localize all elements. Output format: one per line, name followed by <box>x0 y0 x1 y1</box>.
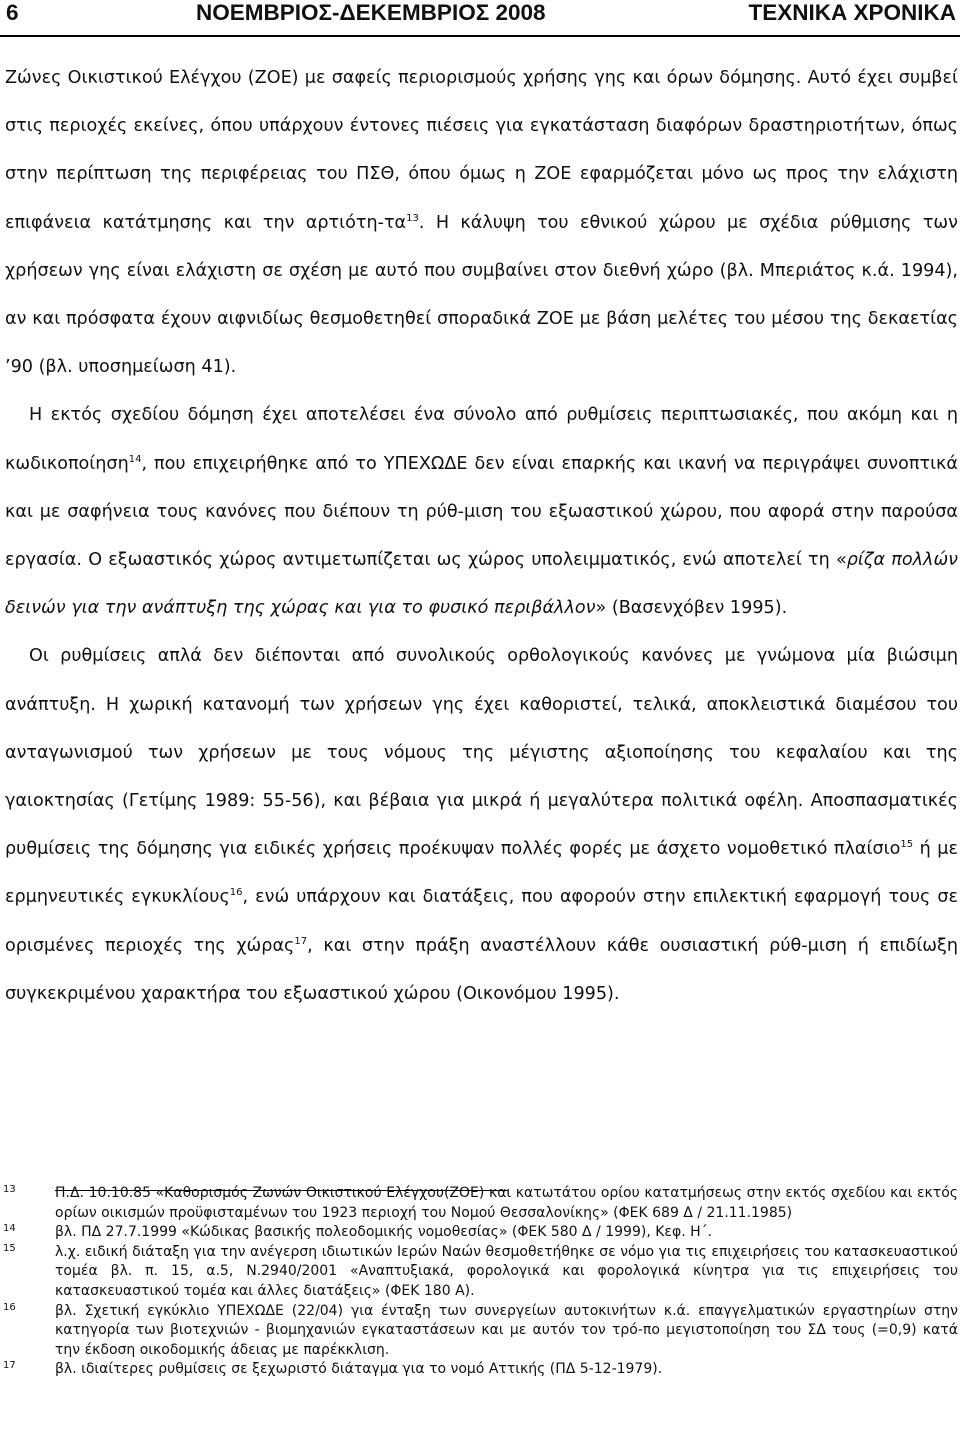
paragraph-3 <box>5 632 958 1018</box>
footnote-ref-17: 17 <box>294 935 308 947</box>
paragraph-2 <box>5 391 958 632</box>
text-run: Οι ρυθμίσεις απλά δεν διέπονται από συνολικούς ορθολογικούς κανόνες με γνώμονα μία βιώσιμη ανάπτυξη. Η χωρική κατανομή των χρήσεων γης έχει καθοριστεί, τελικά, αποκλειστικά διαμέσου του ανταγωνισμού των χρήσεων με τους νόμους της μέγιστης αξιοποίησης του κεφαλαίου και της γαιοκτησίας (Γετίμης 1989: 55-56), και βέβαια για μικρά ή μεγαλύτερα πολιτικά οφέλη. Αποσπασματικές ρυθμίσεις της δόμησης για ειδικές χρήσεις προέκυψαν πολλές φορές με άσχετο νομοθετικό πλαίσιο <box>5 646 958 860</box>
page-header <box>0 0 960 37</box>
paragraph-1 <box>5 54 958 391</box>
footnote-number: 15 <box>3 1242 16 1254</box>
footnote-number: 14 <box>3 1223 16 1235</box>
text-run: » (Βασενχόβεν 1995). <box>595 598 788 619</box>
footnote-ref-15: 15 <box>900 839 914 851</box>
footnotes <box>0 1178 958 1380</box>
journal-title: ΤΕΧΝΙΚΑ ΧΡΟΝΙΚΑ <box>748 0 956 25</box>
footnote-14 <box>0 1223 958 1243</box>
footnote-ref-13: 13 <box>406 212 419 224</box>
text-run: . Η κάλυψη του εθνικού χώρου με σχέδια ρύθμισης των χρήσεων γης είναι ελάχιστη σε σχέση με αυτό που συμβαίνει στον διεθνή χώρο (βλ. Μπεριάτος κ.ά. 1994), αν και πρόσφατα έχουν αιφνιδίως θεσμοθετηθεί σποραδικά ΖΟΕ με βάση μελέτες του μέσου της δεκαετίας ’90 (βλ. υποσημείωση 41). <box>5 212 958 378</box>
text-run: , ενώ υπάρχουν και διατάξεις, που αφορούν στην επιλεκτική εφαρμογή τους σε ορισμένες περιοχές της χώρας <box>5 887 959 956</box>
footnote-number: 17 <box>3 1360 16 1372</box>
footnote-ref-16: 16 <box>229 887 243 899</box>
issue-date: ΝΟΕΜΒΡΙΟΣ-ΔΕΚΕΜΒΡΙΟΣ 2008 <box>196 0 546 25</box>
text-run: Η εκτός σχεδίου δόμηση έχει αποτελέσει ένα σύνολο από ρυθμίσεις περιπτωσιακές, που ακόμη και η κωδικοποίηση <box>5 405 958 474</box>
footnote-13 <box>0 1184 958 1223</box>
text-run: , και στην πράξη αναστέλλουν κάθε ουσιαστική ρύθ-μιση ή επιδίωξη συγκεκριμένου χαρακτήρα του εξωαστικού χώρου (Οικονόμου 1995). <box>5 935 958 1004</box>
quote-italic: ρίζα πολλών δεινών για την ανάπτυξη της χώρας και για το φυσικό περιβάλλον <box>5 550 959 619</box>
footnote-ref-14: 14 <box>128 453 142 465</box>
text-run: Ζώνες Οικιστικού Ελέγχου (ΖΟΕ) με σαφείς περιορισμούς χρήσης γης και όρων δόμησης. Αυτό έχει συμβεί στις περιοχές εκείνες, όπου υπάρχουν έντονες πιέσεις για εγκατάσταση διαφόρων δραστηριοτήτων, όπως στην περίπτωση της περιφέρειας του ΠΣΘ, όπου όμως η ΖΟΕ εφαρμόζεται μόνο ως προς την ελάχιστη επιφάνεια κατάτμησης και την αρτιότη-τα <box>5 68 958 233</box>
article-body <box>5 54 958 1018</box>
footnote-text: βλ. ΠΔ 27.7.1999 «Κώδικας βασικής πολεοδομικής νομοθεσίας» (ΦΕΚ 580 Δ / 1999), Κεφ. Η΄. <box>55 1224 713 1241</box>
footnote-text: βλ. ιδιαίτερες ρυθμίσεις σε ξεχωριστό διάταγμα για το νομό Αττικής (ΠΔ 5-12-1979). <box>55 1361 663 1378</box>
footnote-16 <box>0 1302 958 1361</box>
footnote-text: βλ. Σχετική εγκύκλιο ΥΠΕΧΩΔΕ (22/04) για ένταξη των συνεργείων αυτοκινήτων κ.ά. επαγγελματικών εργαστηρίων στην κατηγορία των βιοτεχνιών - βιομηχανιών εγκαταστάσεων και με αυτόν τον τρό-πο μεγιστοποίηση του ΣΔ τους (=0,9) κατά την έκδοση οικοδομικής άδειας με παρέκκλιση. <box>55 1302 958 1358</box>
footnote-text: Π.Δ. 10.10.85 «Καθορισμός Ζωνών Οικιστικού Ελέγχου(ΖΟΕ) και κατωτάτου ορίου κατατμήσεως στην εκτός σχεδίου και εκτός ορίων οικισμών προϋφισταμένων του 1923 περιοχή του Νομού Θεσσαλονίκης» (ΦΕΚ 689 Δ / 21.11.1985) <box>55 1185 958 1221</box>
footnote-number: 13 <box>3 1184 16 1195</box>
footnote-text: λ.χ. ειδική διάταξη για την ανέγερση ιδιωτικών Ιερών Ναών θεσμοθετήθηκε σε νόμο για τις επιχειρήσεις του κατασκευαστικού τομέα βλ. π. 15, α.5, Ν.2940/2001 «Αναπτυξιακά, φορολογικά και φορολογικά κίνητρα για τις επιχειρήσεις του κατασκευαστικού τομέα και άλλες διατάξεις» (ΦΕΚ 180 Α). <box>55 1243 958 1299</box>
text-run: , που επιχειρήθηκε από το ΥΠΕΧΩΔΕ δεν είναι επαρκής και ικανή να περιγράψει συνοπτικά και με σαφήνεια τους κανόνες που διέπουν τη ρύθ-μιση του εξωαστικού χώρου, που αφορά στην παρούσα εργασία. Ο εξωαστικός χώρος αντιμετωπίζεται ως χώρος υπολειμματικός, ενώ αποτελεί τη « <box>5 453 958 571</box>
text-run: ή με ερμηνευτικές εγκυκλίους <box>5 839 958 908</box>
page-number: 6 <box>6 0 19 25</box>
footnote-15 <box>0 1243 958 1302</box>
footnote-17 <box>0 1360 958 1380</box>
footnote-number: 16 <box>3 1301 16 1313</box>
